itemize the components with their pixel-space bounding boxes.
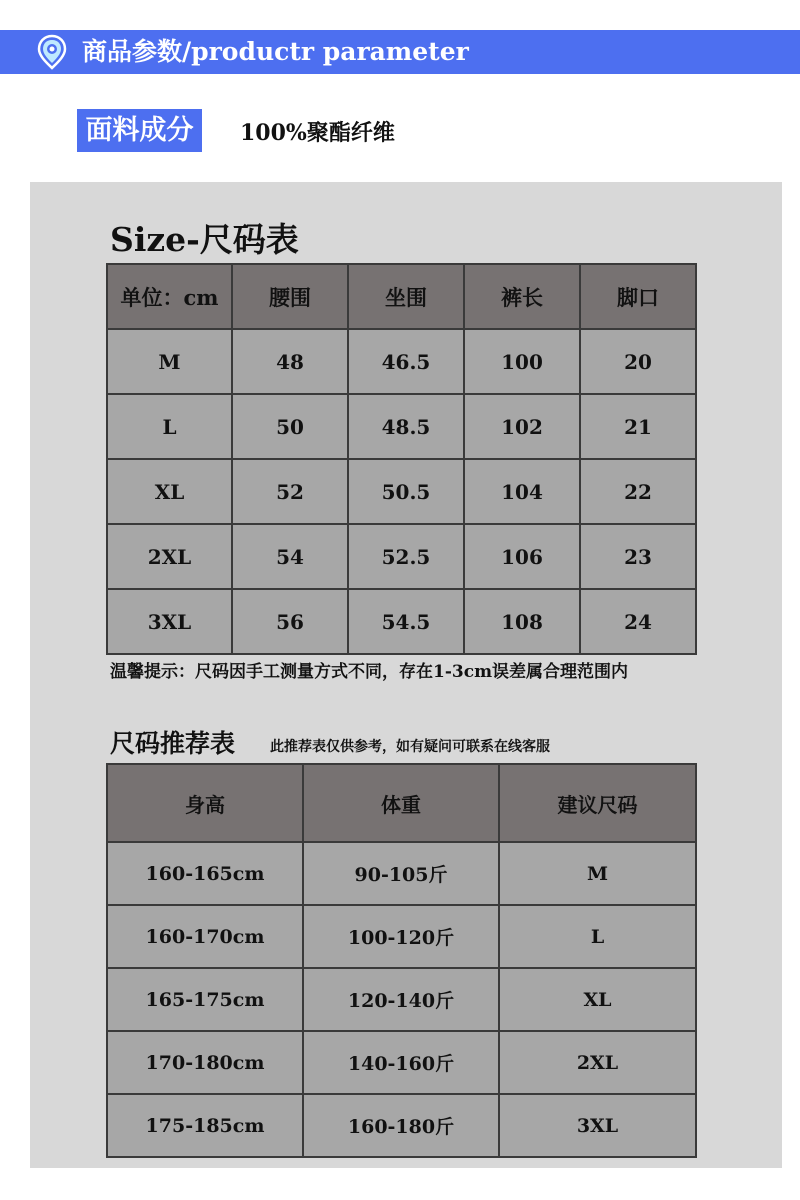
header-title: 商品参数/productr parameter bbox=[82, 37, 469, 66]
table-cell: 48.5 bbox=[348, 394, 464, 459]
table-cell: 54 bbox=[232, 524, 348, 589]
table-cell: 2XL bbox=[499, 1031, 696, 1094]
table-cell: L bbox=[107, 394, 232, 459]
size-chart-table bbox=[106, 263, 697, 655]
fabric-value: 100%聚酯纤维 bbox=[240, 120, 395, 146]
table-cell: 90-105斤 bbox=[303, 842, 499, 905]
recommend-header-height: 身高 bbox=[107, 764, 303, 842]
recommend-chart-table bbox=[106, 763, 697, 1158]
recommend-chart-header-row bbox=[107, 764, 696, 842]
table-cell: 3XL bbox=[107, 589, 232, 654]
table-row bbox=[107, 1031, 696, 1094]
recommend-header-size: 建议尺码 bbox=[499, 764, 696, 842]
table-cell: 100-120斤 bbox=[303, 905, 499, 968]
table-cell: 52.5 bbox=[348, 524, 464, 589]
table-cell: 54.5 bbox=[348, 589, 464, 654]
table-cell: 2XL bbox=[107, 524, 232, 589]
table-cell: 50.5 bbox=[348, 459, 464, 524]
table-row bbox=[107, 524, 696, 589]
table-cell: 24 bbox=[580, 589, 696, 654]
header-bar bbox=[0, 30, 800, 74]
table-cell: XL bbox=[107, 459, 232, 524]
location-pin-icon bbox=[35, 34, 69, 70]
table-cell: 52 bbox=[232, 459, 348, 524]
size-chart-header-row bbox=[107, 264, 696, 329]
table-cell: 50 bbox=[232, 394, 348, 459]
table-cell: 120-140斤 bbox=[303, 968, 499, 1031]
table-row bbox=[107, 589, 696, 654]
table-cell: 106 bbox=[464, 524, 580, 589]
table-cell: 165-175cm bbox=[107, 968, 303, 1031]
table-cell: M bbox=[107, 329, 232, 394]
table-cell: 23 bbox=[580, 524, 696, 589]
table-row bbox=[107, 968, 696, 1031]
table-cell: 48 bbox=[232, 329, 348, 394]
recommend-header-weight: 体重 bbox=[303, 764, 499, 842]
table-cell: 140-160斤 bbox=[303, 1031, 499, 1094]
table-cell: XL bbox=[499, 968, 696, 1031]
table-cell: 170-180cm bbox=[107, 1031, 303, 1094]
table-row bbox=[107, 842, 696, 905]
table-cell: 108 bbox=[464, 589, 580, 654]
size-header-unit: 单位：cm bbox=[107, 264, 232, 329]
table-cell: 175-185cm bbox=[107, 1094, 303, 1157]
fabric-label: 面料成分 bbox=[77, 109, 202, 152]
table-cell: 21 bbox=[580, 394, 696, 459]
table-cell: L bbox=[499, 905, 696, 968]
size-header-hip: 坐围 bbox=[348, 264, 464, 329]
size-header-length: 裤长 bbox=[464, 264, 580, 329]
table-cell: 160-165cm bbox=[107, 842, 303, 905]
table-cell: 102 bbox=[464, 394, 580, 459]
table-cell: 100 bbox=[464, 329, 580, 394]
table-cell: 22 bbox=[580, 459, 696, 524]
table-row bbox=[107, 1094, 696, 1157]
table-cell: 104 bbox=[464, 459, 580, 524]
table-row bbox=[107, 394, 696, 459]
recommend-chart-note: 此推荐表仅供参考，如有疑问可联系在线客服 bbox=[270, 739, 550, 755]
recommend-chart-title: 尺码推荐表 bbox=[110, 729, 236, 758]
table-cell: 46.5 bbox=[348, 329, 464, 394]
table-cell: 160-180斤 bbox=[303, 1094, 499, 1157]
measurement-tip: 温馨提示：尺码因手工测量方式不同，存在1-3cm误差属合理范围内 bbox=[110, 662, 629, 682]
size-header-hem: 脚口 bbox=[580, 264, 696, 329]
table-cell: 20 bbox=[580, 329, 696, 394]
table-cell: 3XL bbox=[499, 1094, 696, 1157]
size-chart-title: Size-尺码表 bbox=[110, 220, 299, 259]
table-cell: 160-170cm bbox=[107, 905, 303, 968]
table-row bbox=[107, 459, 696, 524]
table-cell: 56 bbox=[232, 589, 348, 654]
table-row bbox=[107, 329, 696, 394]
table-cell: M bbox=[499, 842, 696, 905]
size-header-waist: 腰围 bbox=[232, 264, 348, 329]
table-row bbox=[107, 905, 696, 968]
